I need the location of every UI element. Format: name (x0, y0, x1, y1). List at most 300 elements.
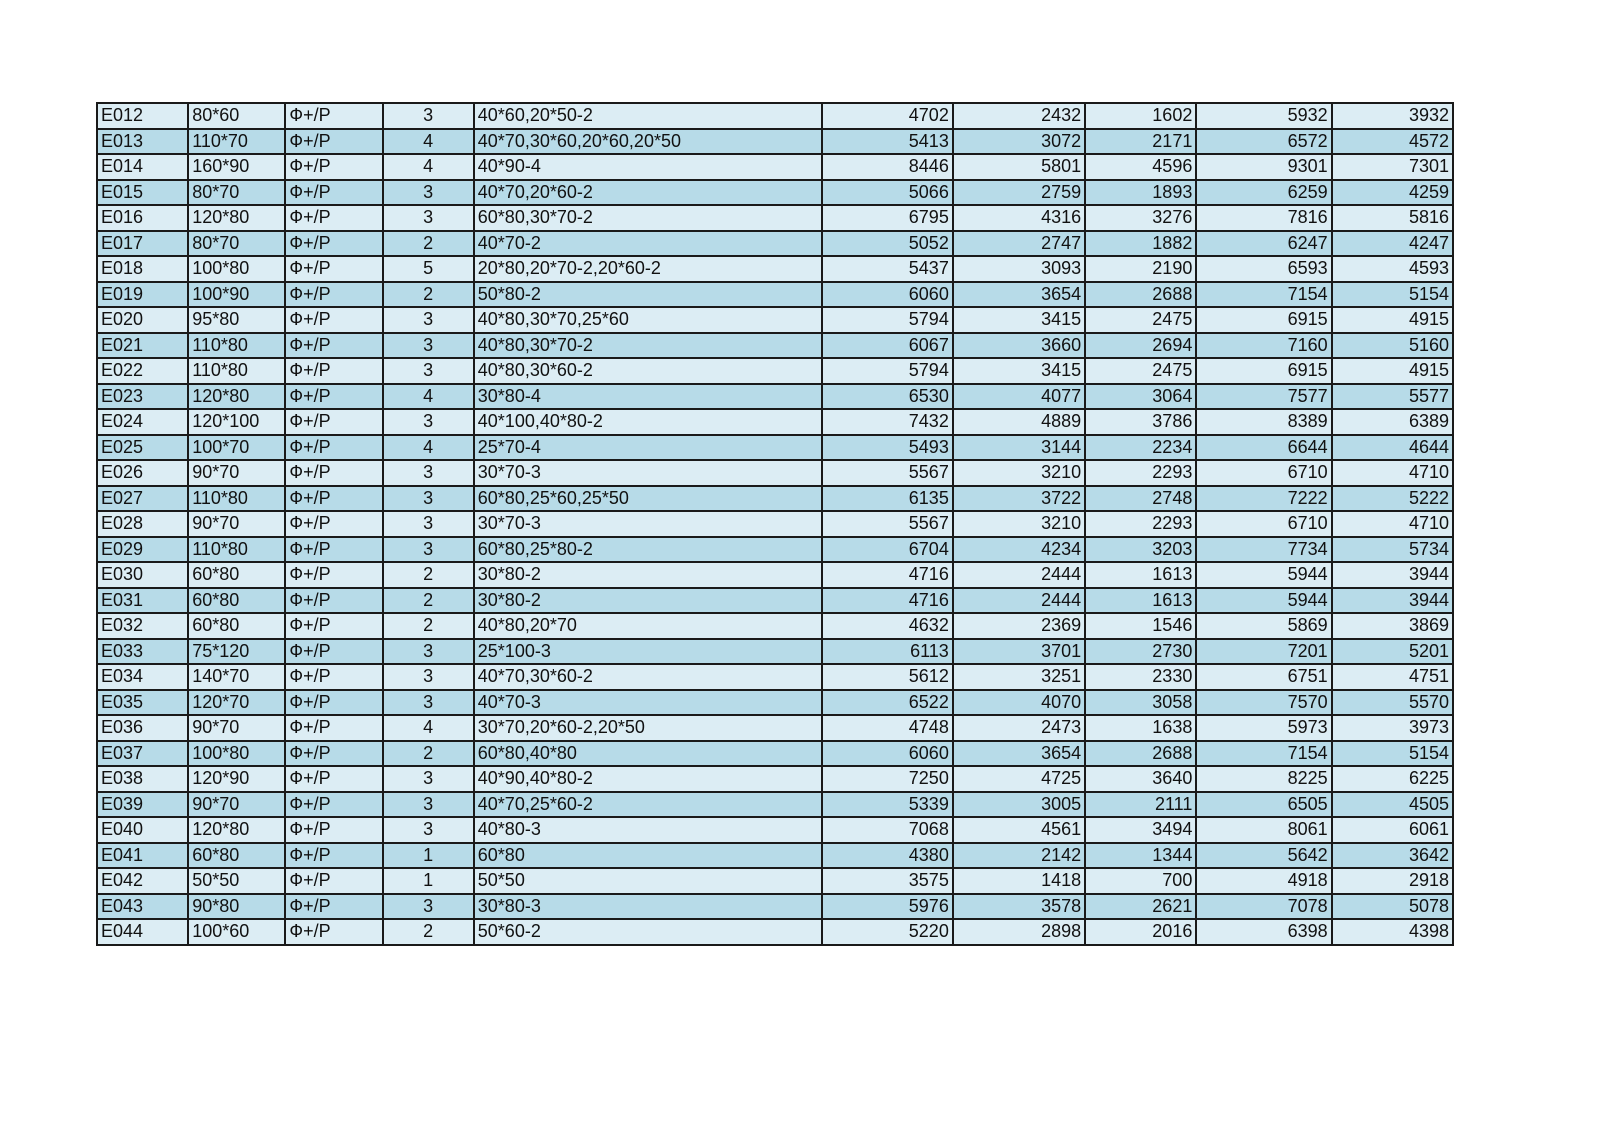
value-cell-5: 5577 (1332, 384, 1453, 410)
value-cell-3: 3494 (1085, 817, 1196, 843)
value-cell-3: 3058 (1085, 690, 1196, 716)
value-cell-2: 3093 (953, 256, 1085, 282)
table-row (97, 180, 1453, 206)
type-cell: Ф+/Р (285, 129, 382, 155)
code-cell: E029 (97, 537, 188, 563)
count-cell: 3 (383, 333, 474, 359)
type-cell: Ф+/Р (285, 817, 382, 843)
count-cell: 4 (383, 129, 474, 155)
size-cell: 60*80 (188, 588, 285, 614)
value-cell-4: 5944 (1196, 588, 1331, 614)
size-cell: 120*80 (188, 817, 285, 843)
price-table (96, 102, 1454, 946)
size-cell: 100*80 (188, 256, 285, 282)
count-cell: 1 (383, 868, 474, 894)
value-cell-3: 3203 (1085, 537, 1196, 563)
size-cell: 95*80 (188, 307, 285, 333)
size-cell: 110*80 (188, 358, 285, 384)
value-cell-4: 6644 (1196, 435, 1331, 461)
code-cell: E024 (97, 409, 188, 435)
spec-cell: 30*80-2 (474, 588, 822, 614)
value-cell-4: 6710 (1196, 511, 1331, 537)
spec-cell: 30*80-4 (474, 384, 822, 410)
spec-cell: 40*90,40*80-2 (474, 766, 822, 792)
table-row (97, 562, 1453, 588)
size-cell: 60*80 (188, 843, 285, 869)
code-cell: E034 (97, 664, 188, 690)
value-cell-4: 8225 (1196, 766, 1331, 792)
size-cell: 120*100 (188, 409, 285, 435)
table-row (97, 205, 1453, 231)
type-cell: Ф+/Р (285, 588, 382, 614)
code-cell: E043 (97, 894, 188, 920)
count-cell: 3 (383, 766, 474, 792)
value-cell-1: 4716 (822, 562, 953, 588)
value-cell-2: 4316 (953, 205, 1085, 231)
value-cell-4: 7154 (1196, 282, 1331, 308)
value-cell-1: 5794 (822, 307, 953, 333)
value-cell-3: 2730 (1085, 639, 1196, 665)
count-cell: 4 (383, 384, 474, 410)
table-row (97, 409, 1453, 435)
value-cell-1: 7432 (822, 409, 953, 435)
code-cell: E023 (97, 384, 188, 410)
value-cell-2: 3415 (953, 307, 1085, 333)
value-cell-1: 6530 (822, 384, 953, 410)
value-cell-3: 2111 (1085, 792, 1196, 818)
type-cell: Ф+/Р (285, 639, 382, 665)
spec-cell: 30*70-3 (474, 460, 822, 486)
table-row (97, 435, 1453, 461)
value-cell-5: 5222 (1332, 486, 1453, 512)
value-cell-2: 3654 (953, 741, 1085, 767)
type-cell: Ф+/Р (285, 690, 382, 716)
code-cell: E026 (97, 460, 188, 486)
value-cell-1: 4702 (822, 103, 953, 129)
count-cell: 3 (383, 690, 474, 716)
value-cell-4: 7078 (1196, 894, 1331, 920)
value-cell-5: 4572 (1332, 129, 1453, 155)
value-cell-2: 4077 (953, 384, 1085, 410)
value-cell-5: 4259 (1332, 180, 1453, 206)
value-cell-3: 1613 (1085, 588, 1196, 614)
value-cell-3: 2293 (1085, 511, 1196, 537)
code-cell: E038 (97, 766, 188, 792)
table-row (97, 792, 1453, 818)
type-cell: Ф+/Р (285, 537, 382, 563)
spec-cell: 40*70-3 (474, 690, 822, 716)
value-cell-2: 2432 (953, 103, 1085, 129)
size-cell: 120*90 (188, 766, 285, 792)
type-cell: Ф+/Р (285, 894, 382, 920)
size-cell: 100*60 (188, 919, 285, 945)
value-cell-5: 3642 (1332, 843, 1453, 869)
value-cell-4: 6915 (1196, 307, 1331, 333)
table-row (97, 384, 1453, 410)
value-cell-1: 5567 (822, 460, 953, 486)
table-row (97, 103, 1453, 129)
value-cell-2: 1418 (953, 868, 1085, 894)
spec-cell: 60*80,25*80-2 (474, 537, 822, 563)
value-cell-1: 6135 (822, 486, 953, 512)
count-cell: 3 (383, 486, 474, 512)
value-cell-5: 7301 (1332, 154, 1453, 180)
type-cell: Ф+/Р (285, 205, 382, 231)
spec-cell: 60*80,25*60,25*50 (474, 486, 822, 512)
value-cell-5: 5154 (1332, 282, 1453, 308)
spec-cell: 40*70,30*60-2 (474, 664, 822, 690)
type-cell: Ф+/Р (285, 409, 382, 435)
type-cell: Ф+/Р (285, 282, 382, 308)
type-cell: Ф+/Р (285, 333, 382, 359)
table-row (97, 460, 1453, 486)
value-cell-2: 4070 (953, 690, 1085, 716)
value-cell-2: 2142 (953, 843, 1085, 869)
value-cell-5: 3869 (1332, 613, 1453, 639)
value-cell-1: 3575 (822, 868, 953, 894)
type-cell: Ф+/Р (285, 919, 382, 945)
table-row (97, 664, 1453, 690)
size-cell: 80*60 (188, 103, 285, 129)
value-cell-3: 2688 (1085, 741, 1196, 767)
code-cell: E035 (97, 690, 188, 716)
count-cell: 2 (383, 919, 474, 945)
value-cell-1: 6795 (822, 205, 953, 231)
value-cell-1: 4380 (822, 843, 953, 869)
value-cell-3: 3276 (1085, 205, 1196, 231)
value-cell-1: 4748 (822, 715, 953, 741)
value-cell-4: 7816 (1196, 205, 1331, 231)
table-row (97, 307, 1453, 333)
code-cell: E031 (97, 588, 188, 614)
value-cell-3: 2330 (1085, 664, 1196, 690)
size-cell: 110*70 (188, 129, 285, 155)
value-cell-3: 3786 (1085, 409, 1196, 435)
count-cell: 3 (383, 103, 474, 129)
table-row (97, 817, 1453, 843)
value-cell-2: 3210 (953, 511, 1085, 537)
value-cell-2: 2444 (953, 562, 1085, 588)
count-cell: 3 (383, 460, 474, 486)
type-cell: Ф+/Р (285, 741, 382, 767)
value-cell-3: 2748 (1085, 486, 1196, 512)
value-cell-2: 3144 (953, 435, 1085, 461)
count-cell: 3 (383, 664, 474, 690)
value-cell-2: 3654 (953, 282, 1085, 308)
spec-cell: 25*100-3 (474, 639, 822, 665)
count-cell: 3 (383, 409, 474, 435)
value-cell-4: 6710 (1196, 460, 1331, 486)
value-cell-5: 5154 (1332, 741, 1453, 767)
spec-cell: 40*70-2 (474, 231, 822, 257)
count-cell: 2 (383, 588, 474, 614)
value-cell-3: 2293 (1085, 460, 1196, 486)
value-cell-3: 2694 (1085, 333, 1196, 359)
value-cell-3: 3640 (1085, 766, 1196, 792)
code-cell: E020 (97, 307, 188, 333)
value-cell-3: 1882 (1085, 231, 1196, 257)
spec-cell: 40*80,30*60-2 (474, 358, 822, 384)
code-cell: E040 (97, 817, 188, 843)
code-cell: E033 (97, 639, 188, 665)
type-cell: Ф+/Р (285, 231, 382, 257)
value-cell-4: 7160 (1196, 333, 1331, 359)
type-cell: Ф+/Р (285, 486, 382, 512)
spec-cell: 40*60,20*50-2 (474, 103, 822, 129)
code-cell: E039 (97, 792, 188, 818)
count-cell: 2 (383, 613, 474, 639)
value-cell-1: 5976 (822, 894, 953, 920)
type-cell: Ф+/Р (285, 435, 382, 461)
spec-cell: 40*70,20*60-2 (474, 180, 822, 206)
value-cell-2: 4561 (953, 817, 1085, 843)
table-row (97, 282, 1453, 308)
table-row (97, 256, 1453, 282)
value-cell-2: 3701 (953, 639, 1085, 665)
value-cell-5: 5160 (1332, 333, 1453, 359)
value-cell-3: 2190 (1085, 256, 1196, 282)
value-cell-2: 3660 (953, 333, 1085, 359)
type-cell: Ф+/Р (285, 562, 382, 588)
table-row (97, 486, 1453, 512)
value-cell-5: 5201 (1332, 639, 1453, 665)
spec-cell: 30*70-3 (474, 511, 822, 537)
value-cell-1: 4632 (822, 613, 953, 639)
value-cell-5: 4505 (1332, 792, 1453, 818)
value-cell-1: 6704 (822, 537, 953, 563)
value-cell-3: 1893 (1085, 180, 1196, 206)
count-cell: 3 (383, 180, 474, 206)
value-cell-5: 4710 (1332, 511, 1453, 537)
size-cell: 120*80 (188, 205, 285, 231)
table-row (97, 537, 1453, 563)
spec-cell: 40*80-3 (474, 817, 822, 843)
value-cell-3: 1344 (1085, 843, 1196, 869)
value-cell-4: 6915 (1196, 358, 1331, 384)
value-cell-1: 6060 (822, 741, 953, 767)
count-cell: 4 (383, 154, 474, 180)
value-cell-5: 4751 (1332, 664, 1453, 690)
size-cell: 140*70 (188, 664, 285, 690)
size-cell: 80*70 (188, 180, 285, 206)
table-row (97, 511, 1453, 537)
size-cell: 90*70 (188, 460, 285, 486)
type-cell: Ф+/Р (285, 358, 382, 384)
type-cell: Ф+/Р (285, 843, 382, 869)
value-cell-2: 4889 (953, 409, 1085, 435)
size-cell: 75*120 (188, 639, 285, 665)
value-cell-3: 2016 (1085, 919, 1196, 945)
value-cell-2: 3210 (953, 460, 1085, 486)
value-cell-3: 700 (1085, 868, 1196, 894)
value-cell-3: 2171 (1085, 129, 1196, 155)
value-cell-1: 5413 (822, 129, 953, 155)
size-cell: 50*50 (188, 868, 285, 894)
code-cell: E028 (97, 511, 188, 537)
value-cell-5: 5816 (1332, 205, 1453, 231)
value-cell-5: 4915 (1332, 307, 1453, 333)
code-cell: E021 (97, 333, 188, 359)
type-cell: Ф+/Р (285, 868, 382, 894)
value-cell-4: 6751 (1196, 664, 1331, 690)
spec-cell: 50*80-2 (474, 282, 822, 308)
value-cell-2: 5801 (953, 154, 1085, 180)
count-cell: 2 (383, 741, 474, 767)
spec-cell: 50*60-2 (474, 919, 822, 945)
size-cell: 90*70 (188, 792, 285, 818)
value-cell-3: 2688 (1085, 282, 1196, 308)
code-cell: E012 (97, 103, 188, 129)
size-cell: 120*80 (188, 384, 285, 410)
value-cell-1: 5220 (822, 919, 953, 945)
value-cell-3: 2621 (1085, 894, 1196, 920)
value-cell-4: 5642 (1196, 843, 1331, 869)
value-cell-1: 5794 (822, 358, 953, 384)
value-cell-2: 3072 (953, 129, 1085, 155)
value-cell-5: 6389 (1332, 409, 1453, 435)
type-cell: Ф+/Р (285, 103, 382, 129)
value-cell-4: 7154 (1196, 741, 1331, 767)
code-cell: E032 (97, 613, 188, 639)
size-cell: 90*70 (188, 715, 285, 741)
value-cell-5: 6061 (1332, 817, 1453, 843)
value-cell-1: 5066 (822, 180, 953, 206)
value-cell-5: 4593 (1332, 256, 1453, 282)
value-cell-2: 3722 (953, 486, 1085, 512)
type-cell: Ф+/Р (285, 613, 382, 639)
value-cell-4: 8389 (1196, 409, 1331, 435)
value-cell-4: 7577 (1196, 384, 1331, 410)
size-cell: 90*70 (188, 511, 285, 537)
code-cell: E019 (97, 282, 188, 308)
value-cell-5: 4710 (1332, 460, 1453, 486)
type-cell: Ф+/Р (285, 766, 382, 792)
value-cell-1: 5339 (822, 792, 953, 818)
value-cell-4: 5869 (1196, 613, 1331, 639)
value-cell-1: 6060 (822, 282, 953, 308)
value-cell-5: 3932 (1332, 103, 1453, 129)
count-cell: 3 (383, 511, 474, 537)
value-cell-1: 4716 (822, 588, 953, 614)
spec-cell: 30*70,20*60-2,20*50 (474, 715, 822, 741)
value-cell-5: 5734 (1332, 537, 1453, 563)
size-cell: 110*80 (188, 333, 285, 359)
count-cell: 3 (383, 205, 474, 231)
type-cell: Ф+/Р (285, 664, 382, 690)
size-cell: 100*80 (188, 741, 285, 767)
value-cell-4: 6593 (1196, 256, 1331, 282)
value-cell-2: 4234 (953, 537, 1085, 563)
count-cell: 2 (383, 562, 474, 588)
count-cell: 2 (383, 282, 474, 308)
spec-cell: 40*80,30*70,25*60 (474, 307, 822, 333)
count-cell: 3 (383, 792, 474, 818)
spec-cell: 50*50 (474, 868, 822, 894)
value-cell-2: 2759 (953, 180, 1085, 206)
spec-cell: 25*70-4 (474, 435, 822, 461)
table-row (97, 894, 1453, 920)
spec-cell: 40*70,30*60,20*60,20*50 (474, 129, 822, 155)
value-cell-5: 6225 (1332, 766, 1453, 792)
type-cell: Ф+/Р (285, 792, 382, 818)
value-cell-1: 5567 (822, 511, 953, 537)
value-cell-4: 5973 (1196, 715, 1331, 741)
type-cell: Ф+/Р (285, 180, 382, 206)
value-cell-5: 5570 (1332, 690, 1453, 716)
value-cell-5: 4915 (1332, 358, 1453, 384)
type-cell: Ф+/Р (285, 715, 382, 741)
code-cell: E015 (97, 180, 188, 206)
code-cell: E036 (97, 715, 188, 741)
value-cell-4: 6572 (1196, 129, 1331, 155)
type-cell: Ф+/Р (285, 384, 382, 410)
value-cell-1: 5493 (822, 435, 953, 461)
value-cell-2: 3415 (953, 358, 1085, 384)
type-cell: Ф+/Р (285, 460, 382, 486)
value-cell-5: 3944 (1332, 562, 1453, 588)
value-cell-4: 6247 (1196, 231, 1331, 257)
type-cell: Ф+/Р (285, 154, 382, 180)
size-cell: 60*80 (188, 613, 285, 639)
value-cell-3: 4596 (1085, 154, 1196, 180)
value-cell-4: 6259 (1196, 180, 1331, 206)
spec-cell: 60*80,30*70-2 (474, 205, 822, 231)
code-cell: E042 (97, 868, 188, 894)
count-cell: 3 (383, 307, 474, 333)
value-cell-3: 2475 (1085, 307, 1196, 333)
table-row (97, 919, 1453, 945)
count-cell: 2 (383, 231, 474, 257)
value-cell-2: 2444 (953, 588, 1085, 614)
value-cell-4: 9301 (1196, 154, 1331, 180)
count-cell: 4 (383, 715, 474, 741)
table-body (97, 103, 1453, 945)
count-cell: 3 (383, 817, 474, 843)
value-cell-4: 6398 (1196, 919, 1331, 945)
value-cell-1: 6522 (822, 690, 953, 716)
value-cell-5: 4398 (1332, 919, 1453, 945)
code-cell: E016 (97, 205, 188, 231)
table-row (97, 333, 1453, 359)
count-cell: 1 (383, 843, 474, 869)
value-cell-1: 5612 (822, 664, 953, 690)
value-cell-1: 6113 (822, 639, 953, 665)
count-cell: 3 (383, 639, 474, 665)
value-cell-4: 5944 (1196, 562, 1331, 588)
value-cell-5: 5078 (1332, 894, 1453, 920)
value-cell-3: 2234 (1085, 435, 1196, 461)
table-row (97, 639, 1453, 665)
count-cell: 5 (383, 256, 474, 282)
code-cell: E014 (97, 154, 188, 180)
value-cell-2: 3251 (953, 664, 1085, 690)
size-cell: 110*80 (188, 537, 285, 563)
spec-cell: 40*100,40*80-2 (474, 409, 822, 435)
value-cell-4: 6505 (1196, 792, 1331, 818)
size-cell: 110*80 (188, 486, 285, 512)
table-row (97, 766, 1453, 792)
code-cell: E025 (97, 435, 188, 461)
code-cell: E018 (97, 256, 188, 282)
value-cell-5: 3944 (1332, 588, 1453, 614)
spec-cell: 40*80,30*70-2 (474, 333, 822, 359)
value-cell-3: 2475 (1085, 358, 1196, 384)
type-cell: Ф+/Р (285, 307, 382, 333)
code-cell: E013 (97, 129, 188, 155)
table-row (97, 690, 1453, 716)
type-cell: Ф+/Р (285, 511, 382, 537)
count-cell: 3 (383, 537, 474, 563)
